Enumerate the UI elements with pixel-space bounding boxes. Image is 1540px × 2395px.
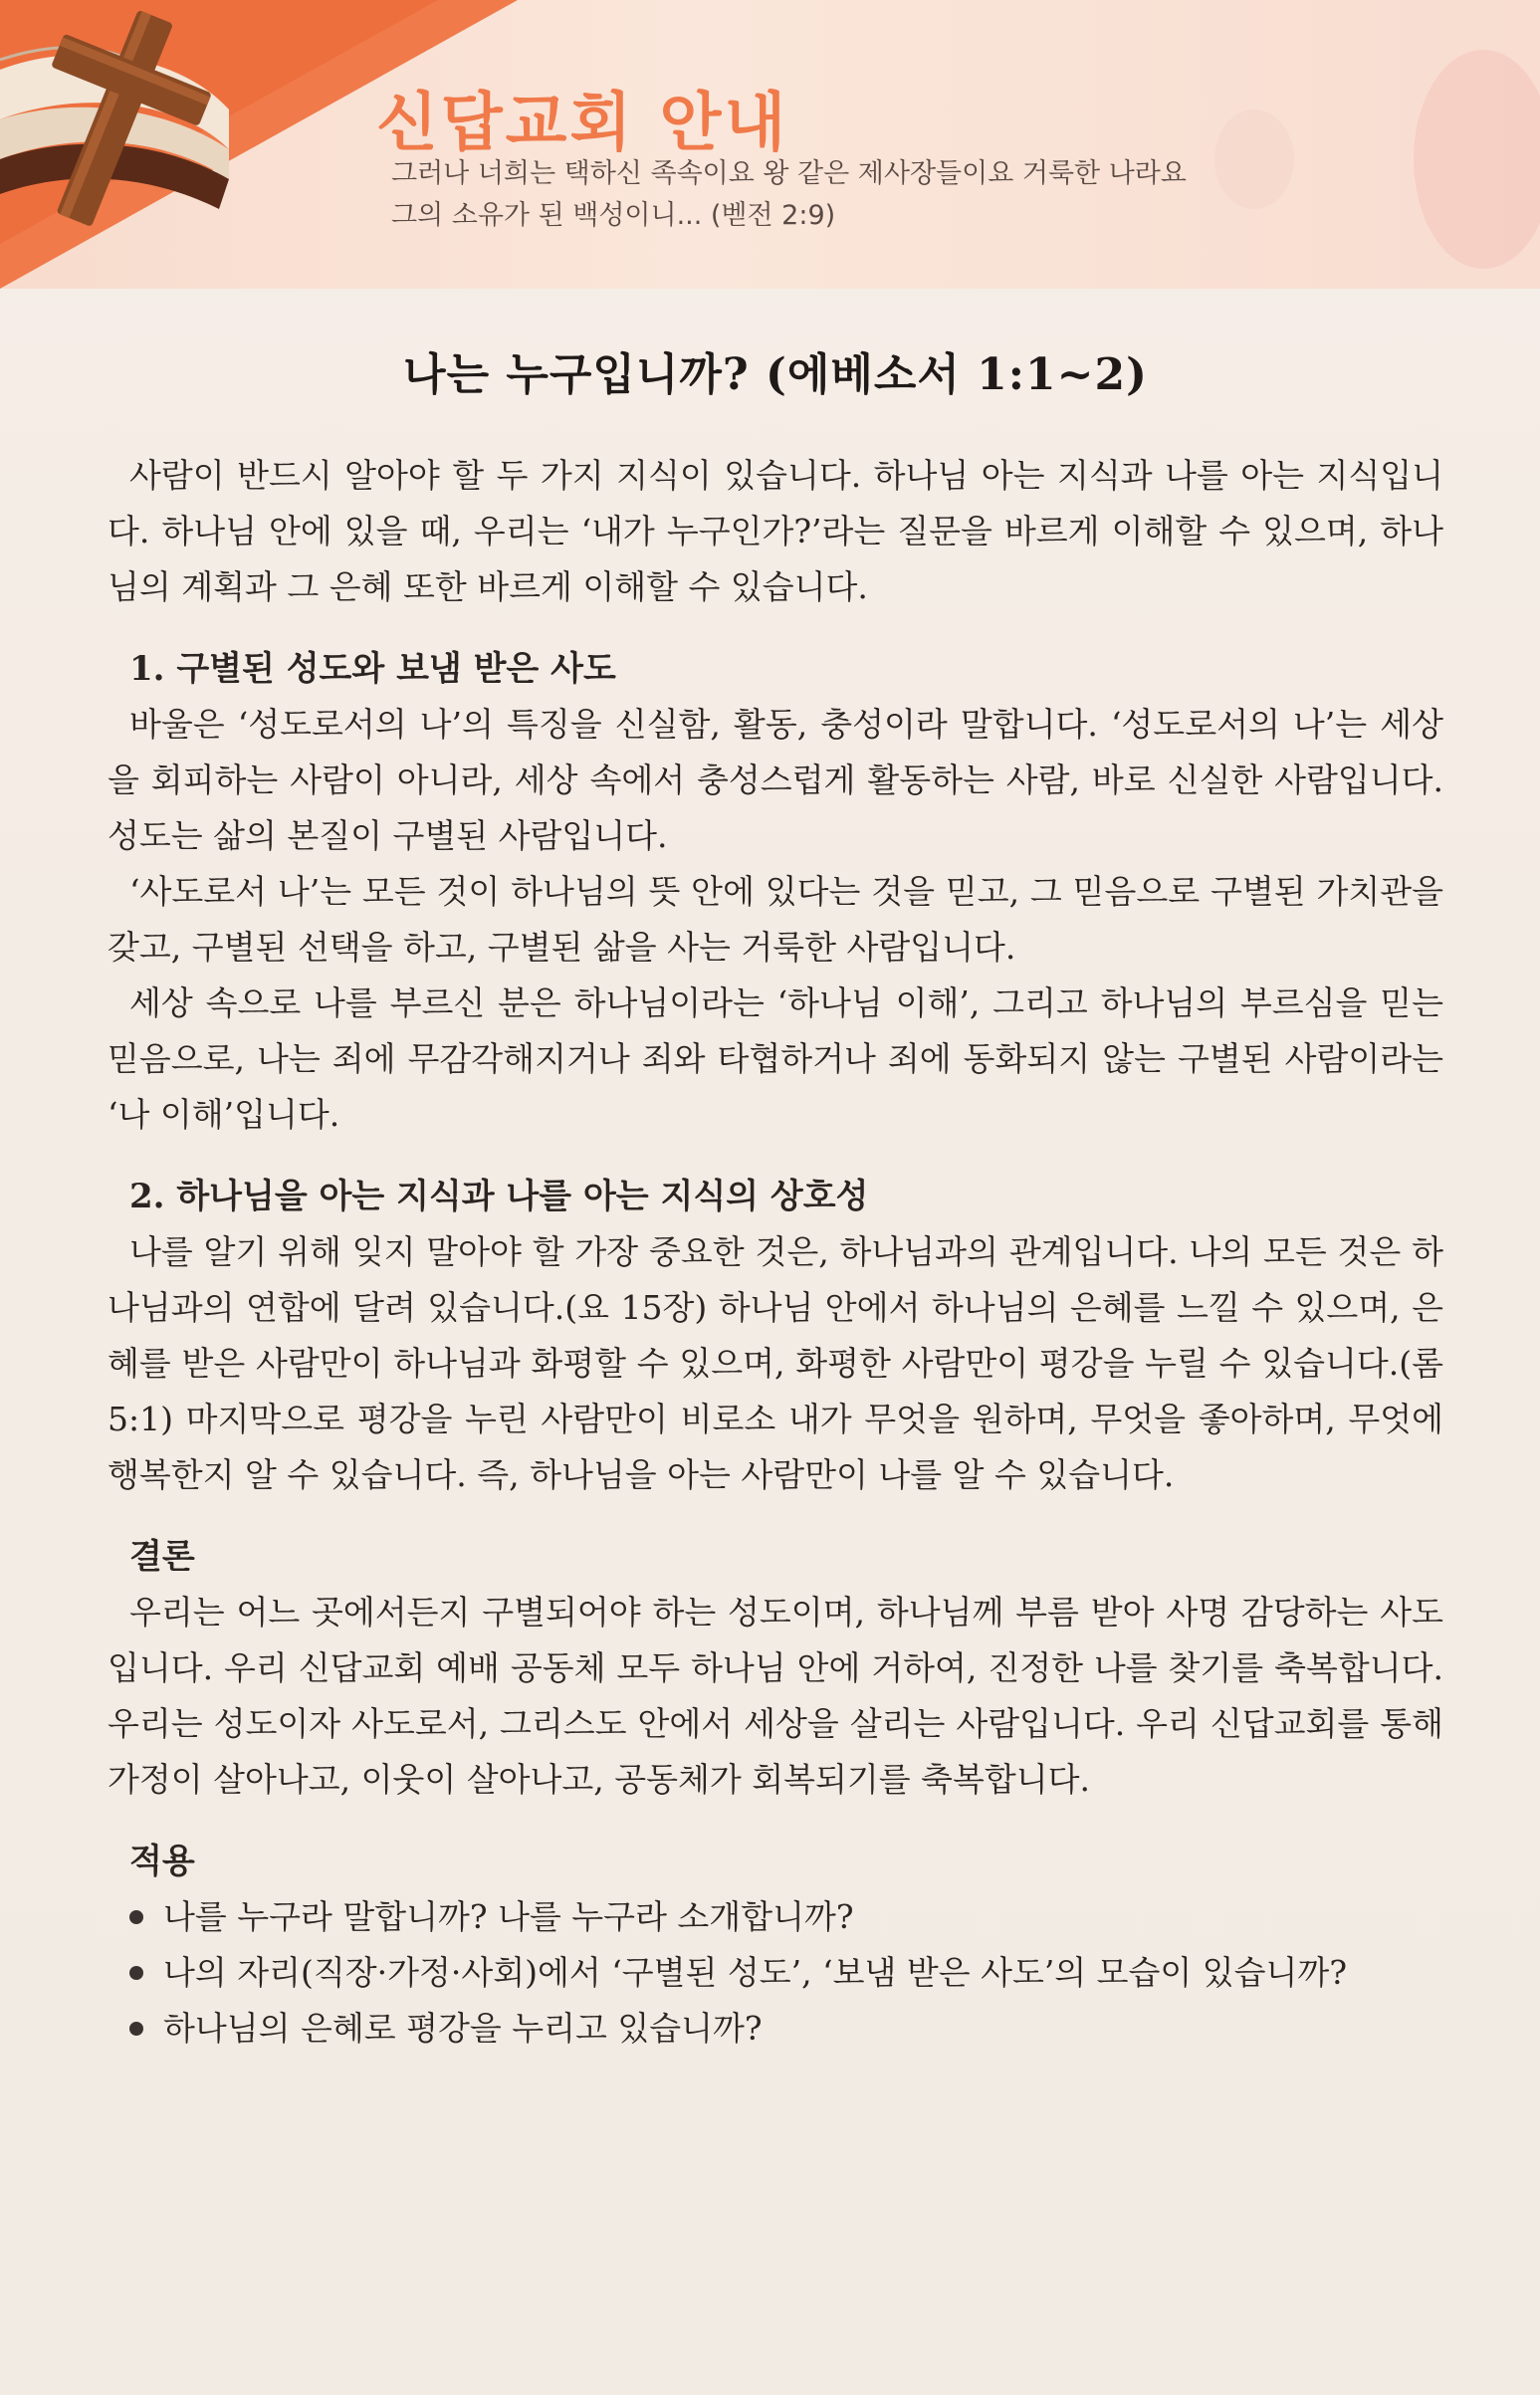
header-banner [0,0,1540,289]
intro-paragraph: 사람이 반드시 알아야 할 두 가지 지식이 있습니다. 하나님 아는 지식과 나를 아는 지식입니다. 하나님 안에 있을 때, 우리는 ‘내가 누구인가?’라는 질문을 바르게 이해할 수 있으며, 하나님의 계획과 그 은혜 또한 바르게 이해할 수 있습니다. [108,456,1443,606]
section-heading: 적용 [129,1842,195,1881]
section-paragraph: 나를 알기 위해 잊지 말아야 할 가장 중요한 것은, 하나님과의 관계입니다. 나의 모든 것은 하나님과의 연합에 달려 있습니다.(요 15장) 하나님 안에서 하나님의 은혜를 느낄 수 있으며, 은혜를 받은 사람만이 하나님과 화평할 수 있으며, 화평한 사람만이 평강을 누릴 수 있습니다.(롬 5:1) 마지막으로 평강을 누린 사람만이 비로소 내가 무엇을 원하며, 무엇을 좋아하며, 무엇에 행복한지 알 수 있습니다. 즉, 하나님을 아는 사람만이 나를 알 수 있습니다. [108,1232,1443,1494]
section-1 [108,641,1443,1143]
list-item: 나의 자리(직장·가정·사회)에서 ‘구별된 성도’, ‘보냄 받은 사도’의 모습이 있습니까? [108,1945,1443,2001]
section-heading: 결론 [129,1537,195,1577]
section-paragraph: ‘사도로서 나’는 모든 것이 하나님의 뜻 안에 있다는 것을 믿고, 그 믿음으로 구별된 가치관을 갖고, 구별된 선택을 하고, 구별된 삶을 사는 거룩한 사람입니다. [108,872,1443,967]
section-paragraph: 바울은 ‘성도로서의 나’의 특징을 신실함, 활동, 충성이라 말합니다. ‘성도로서의 나’는 세상을 회피하는 사람이 아니라, 세상 속에서 충성스럽게 활동하는 사람, 바로 신실한 사람입니다. 성도는 삶의 본질이 구별된 사람입니다. [108,705,1443,855]
sermon-title: 나는 누구입니까? (에베소서 1:1~2) [403,349,1148,400]
section-paragraph: 우리는 어느 곳에서든지 구별되어야 하는 성도이며, 하나님께 부름 받아 사명 감당하는 사도입니다. 우리 신답교회 예배 공동체 모두 하나님 안에 거하여, 진정한 나를 찾기를 축복합니다. 우리는 성도이자 사도로서, 그리스도 안에서 세상을 살리는 사람입니다. 우리 신답교회를 통해 가정이 살아나고, 이웃이 살아나고, 공동체가 회복되기를 축복합니다. [108,1593,1443,1799]
list-item: 나를 누구라 말합니까? 나를 누구라 소개합니까? [108,1889,1443,1945]
sermon-content [108,338,1443,2057]
section-2 [108,1169,1443,1503]
section-paragraph: 세상 속으로 나를 부르신 분은 하나님이라는 ‘하나님 이해’, 그리고 하나님의 부르심을 믿는 믿음으로, 나는 죄에 무감각해지거나 죄와 타협하거나 죄에 동화되지 않는 구별된 사람이라는 ‘나 이해’입니다. [108,983,1443,1134]
header-verse-line: 그러나 너희는 택하신 족속이요 왕 같은 제사장들이요 거룩한 나라요 [391,158,1187,189]
application-list [108,1889,1443,2057]
header-verse [391,153,1387,237]
list-item: 하나님의 은혜로 평강을 누리고 있습니까? [108,2001,1443,2057]
application-section [108,1834,1443,2057]
section-heading: 1. 구별된 성도와 보냄 받은 사도 [129,649,616,689]
header-verse-line: 그의 소유가 된 백성이니... (벧전 2:9) [391,200,836,231]
header-title: 신답교회 안내 [376,87,789,160]
section-heading: 2. 하나님을 아는 지식과 나를 아는 지식의 상호성 [129,1177,869,1216]
conclusion-section [108,1529,1443,1808]
